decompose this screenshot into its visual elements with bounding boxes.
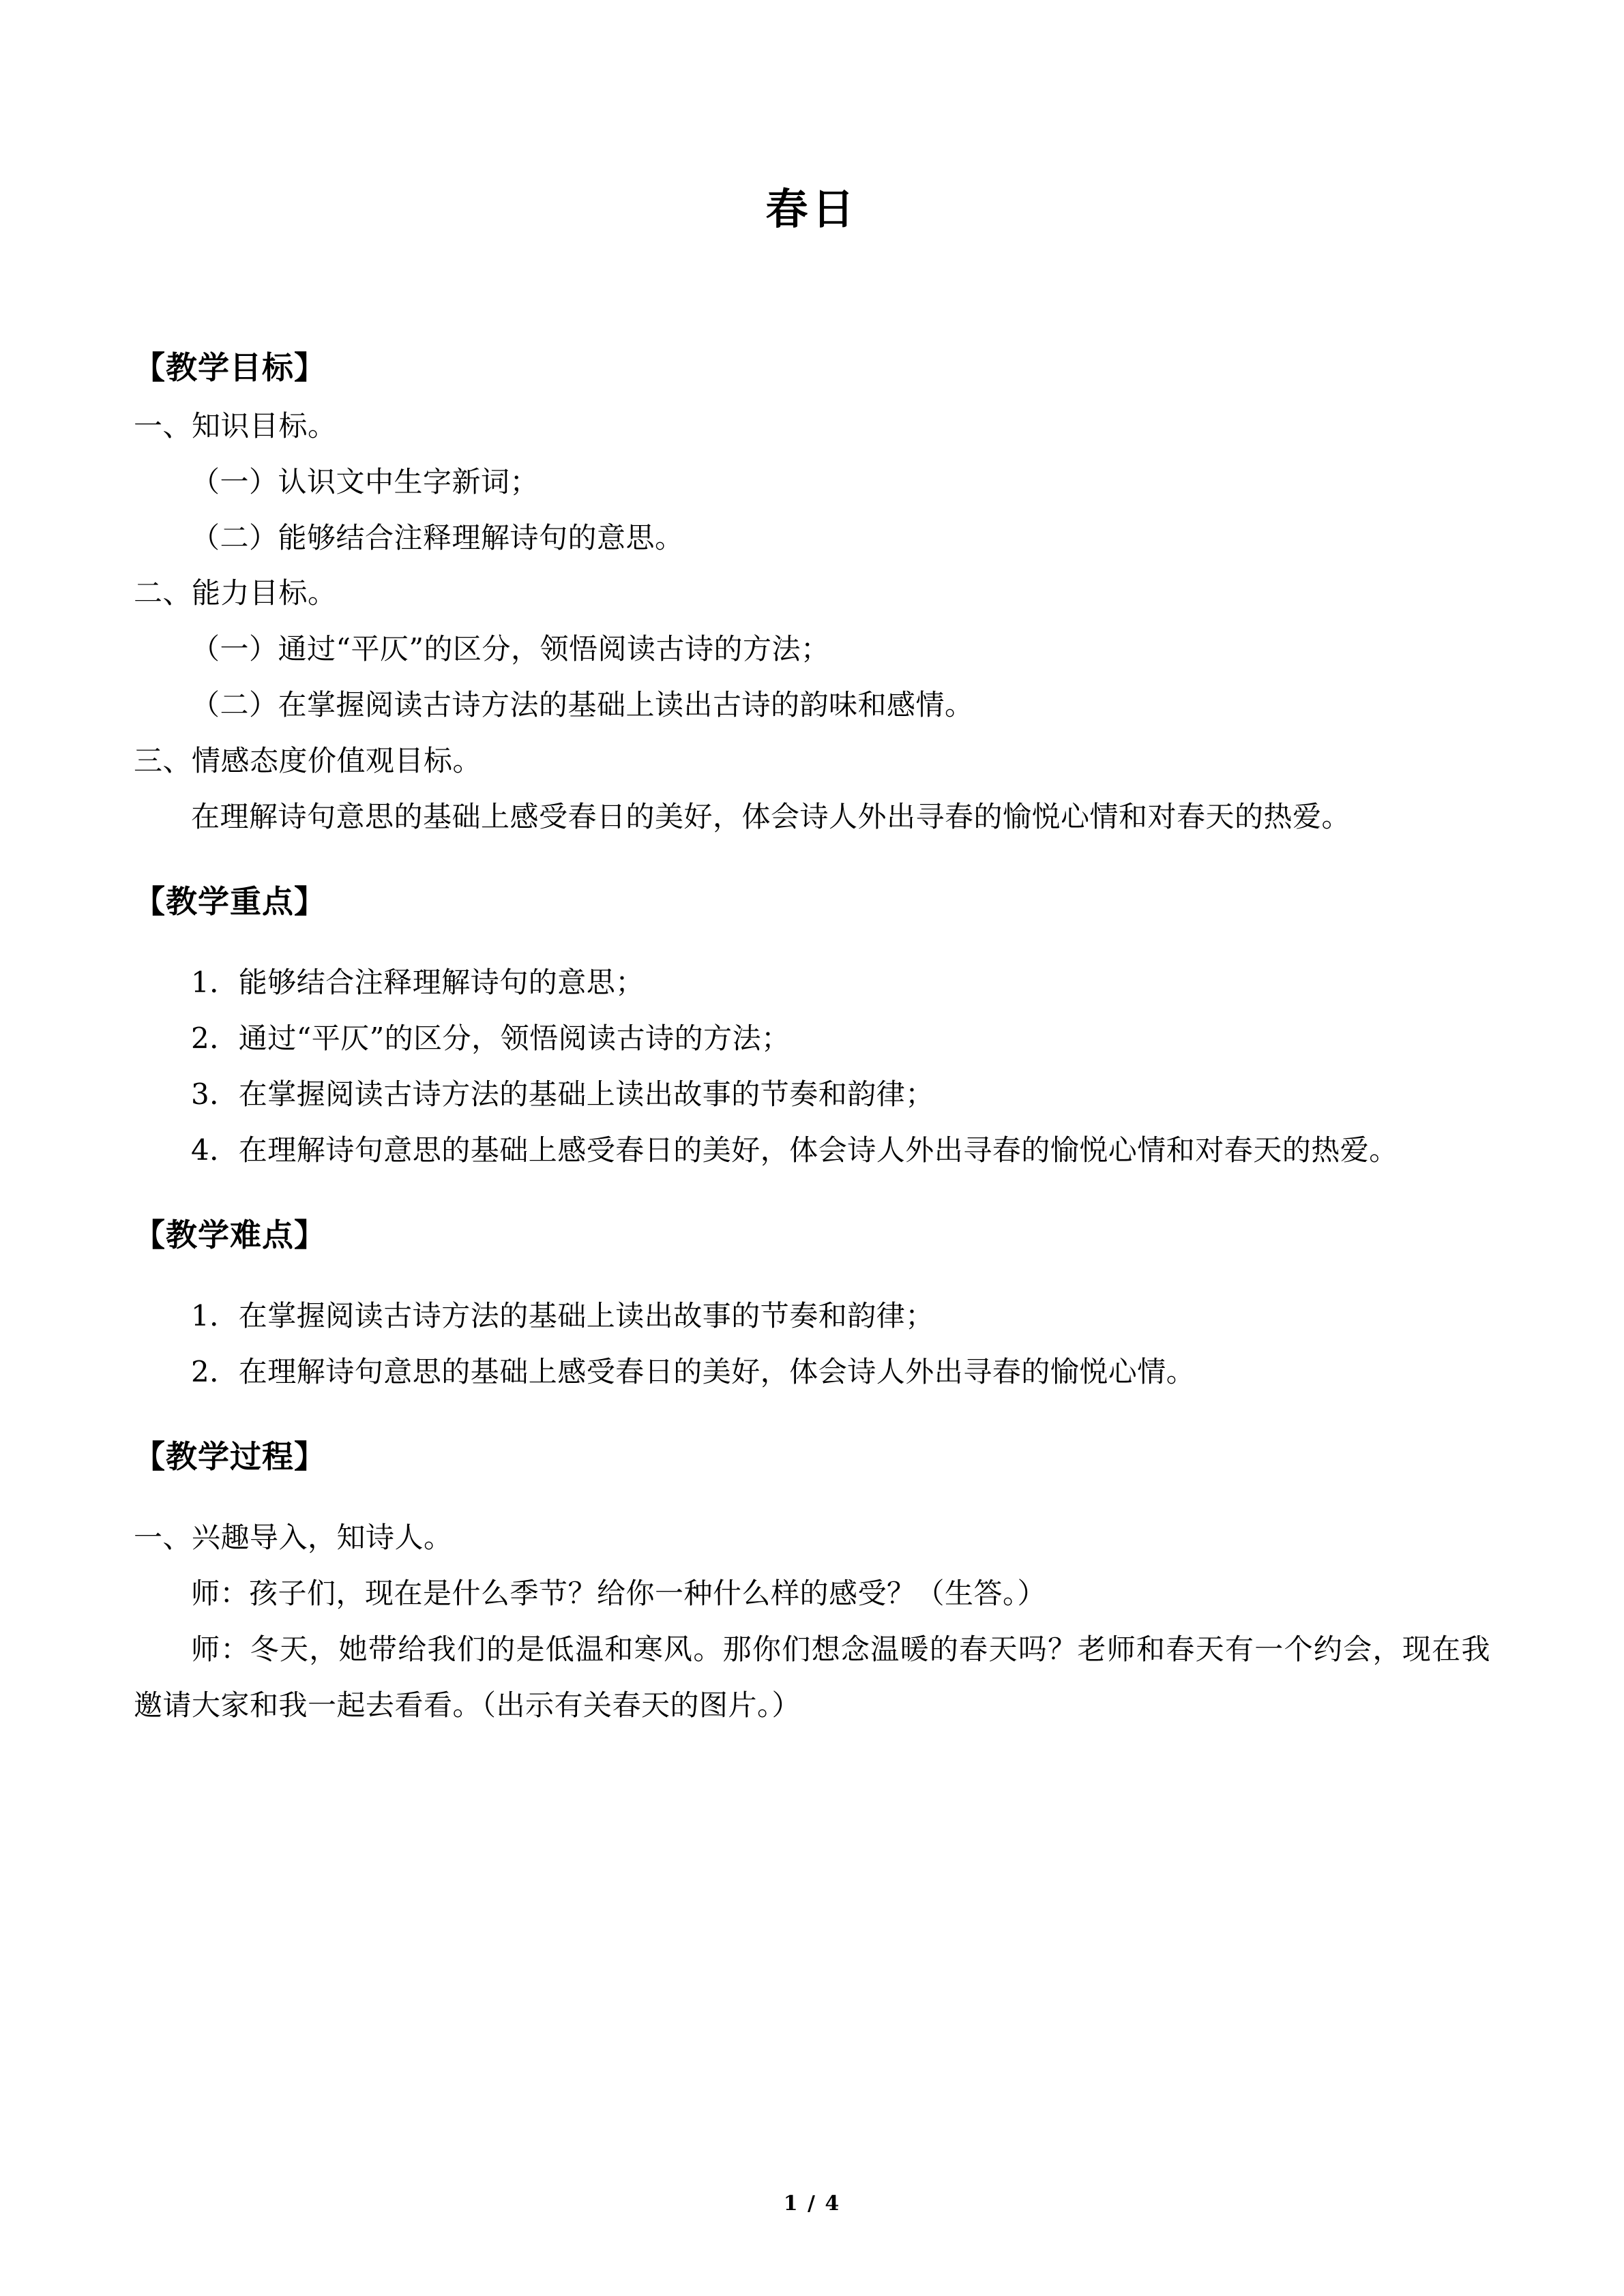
section-teaching-difficulty (134, 1206, 1490, 1400)
paragraph: 师：冬天，她带给我们的是低温和寒风。那你们想念温暖的春天吗？老师和春天有一个约会，现在我邀请大家和我一起去看看。（出示有关春天的图片。） (134, 1632, 1490, 1723)
paragraph: 二、能力目标。 (134, 576, 337, 610)
section-teaching-goals (134, 338, 1490, 845)
paragraph: 1．在掌握阅读古诗方法的基础上读出故事的节奏和韵律； (191, 1299, 934, 1333)
paragraph: （二）能够结合注释理解诗句的意思。 (191, 520, 684, 554)
paragraph: 4．在理解诗句意思的基础上感受春日的美好，体会诗人外出寻春的愉悦心情和对春天的热爱。 (191, 1133, 1398, 1167)
section-teaching-process (134, 1427, 1490, 1733)
section-heading: 【教学重点】 (134, 882, 326, 920)
paragraph: 在理解诗句意思的基础上感受春日的美好，体会诗人外出寻春的愉悦心情和对春天的热爱。 (191, 800, 1351, 834)
paragraph: 2．在理解诗句意思的基础上感受春日的美好，体会诗人外出寻春的愉悦心情。 (191, 1355, 1196, 1389)
paragraph: 一、知识目标。 (134, 408, 337, 443)
section-heading: 【教学目标】 (134, 349, 326, 387)
section-heading: 【教学难点】 (134, 1216, 326, 1253)
paragraph: （一）通过“平仄”的区分，领悟阅读古诗的方法； (191, 632, 830, 666)
paragraph: 1．能够结合注释理解诗句的意思； (191, 966, 645, 1000)
paragraph: （二）在掌握阅读古诗方法的基础上读出古诗的韵味和感情。 (191, 688, 974, 722)
page-number: 1 / 4 (783, 2192, 841, 2216)
paragraph: 一、兴趣导入，知诗人。 (134, 1521, 453, 1555)
paragraph: 师：孩子们，现在是什么季节？给你一种什么样的感受？（生答。） (191, 1577, 1047, 1611)
section-teaching-focus (134, 872, 1490, 1178)
paragraph: 2．通过“平仄”的区分，领悟阅读古诗的方法； (191, 1022, 791, 1056)
section-heading: 【教学过程】 (134, 1438, 326, 1476)
paragraph: 3．在掌握阅读古诗方法的基础上读出故事的节奏和韵律； (191, 1077, 934, 1112)
paragraph: 三、情感态度价值观目标。 (134, 744, 482, 778)
page-title: 春日 (765, 184, 859, 234)
paragraph: （一）认识文中生字新词； (191, 464, 540, 498)
